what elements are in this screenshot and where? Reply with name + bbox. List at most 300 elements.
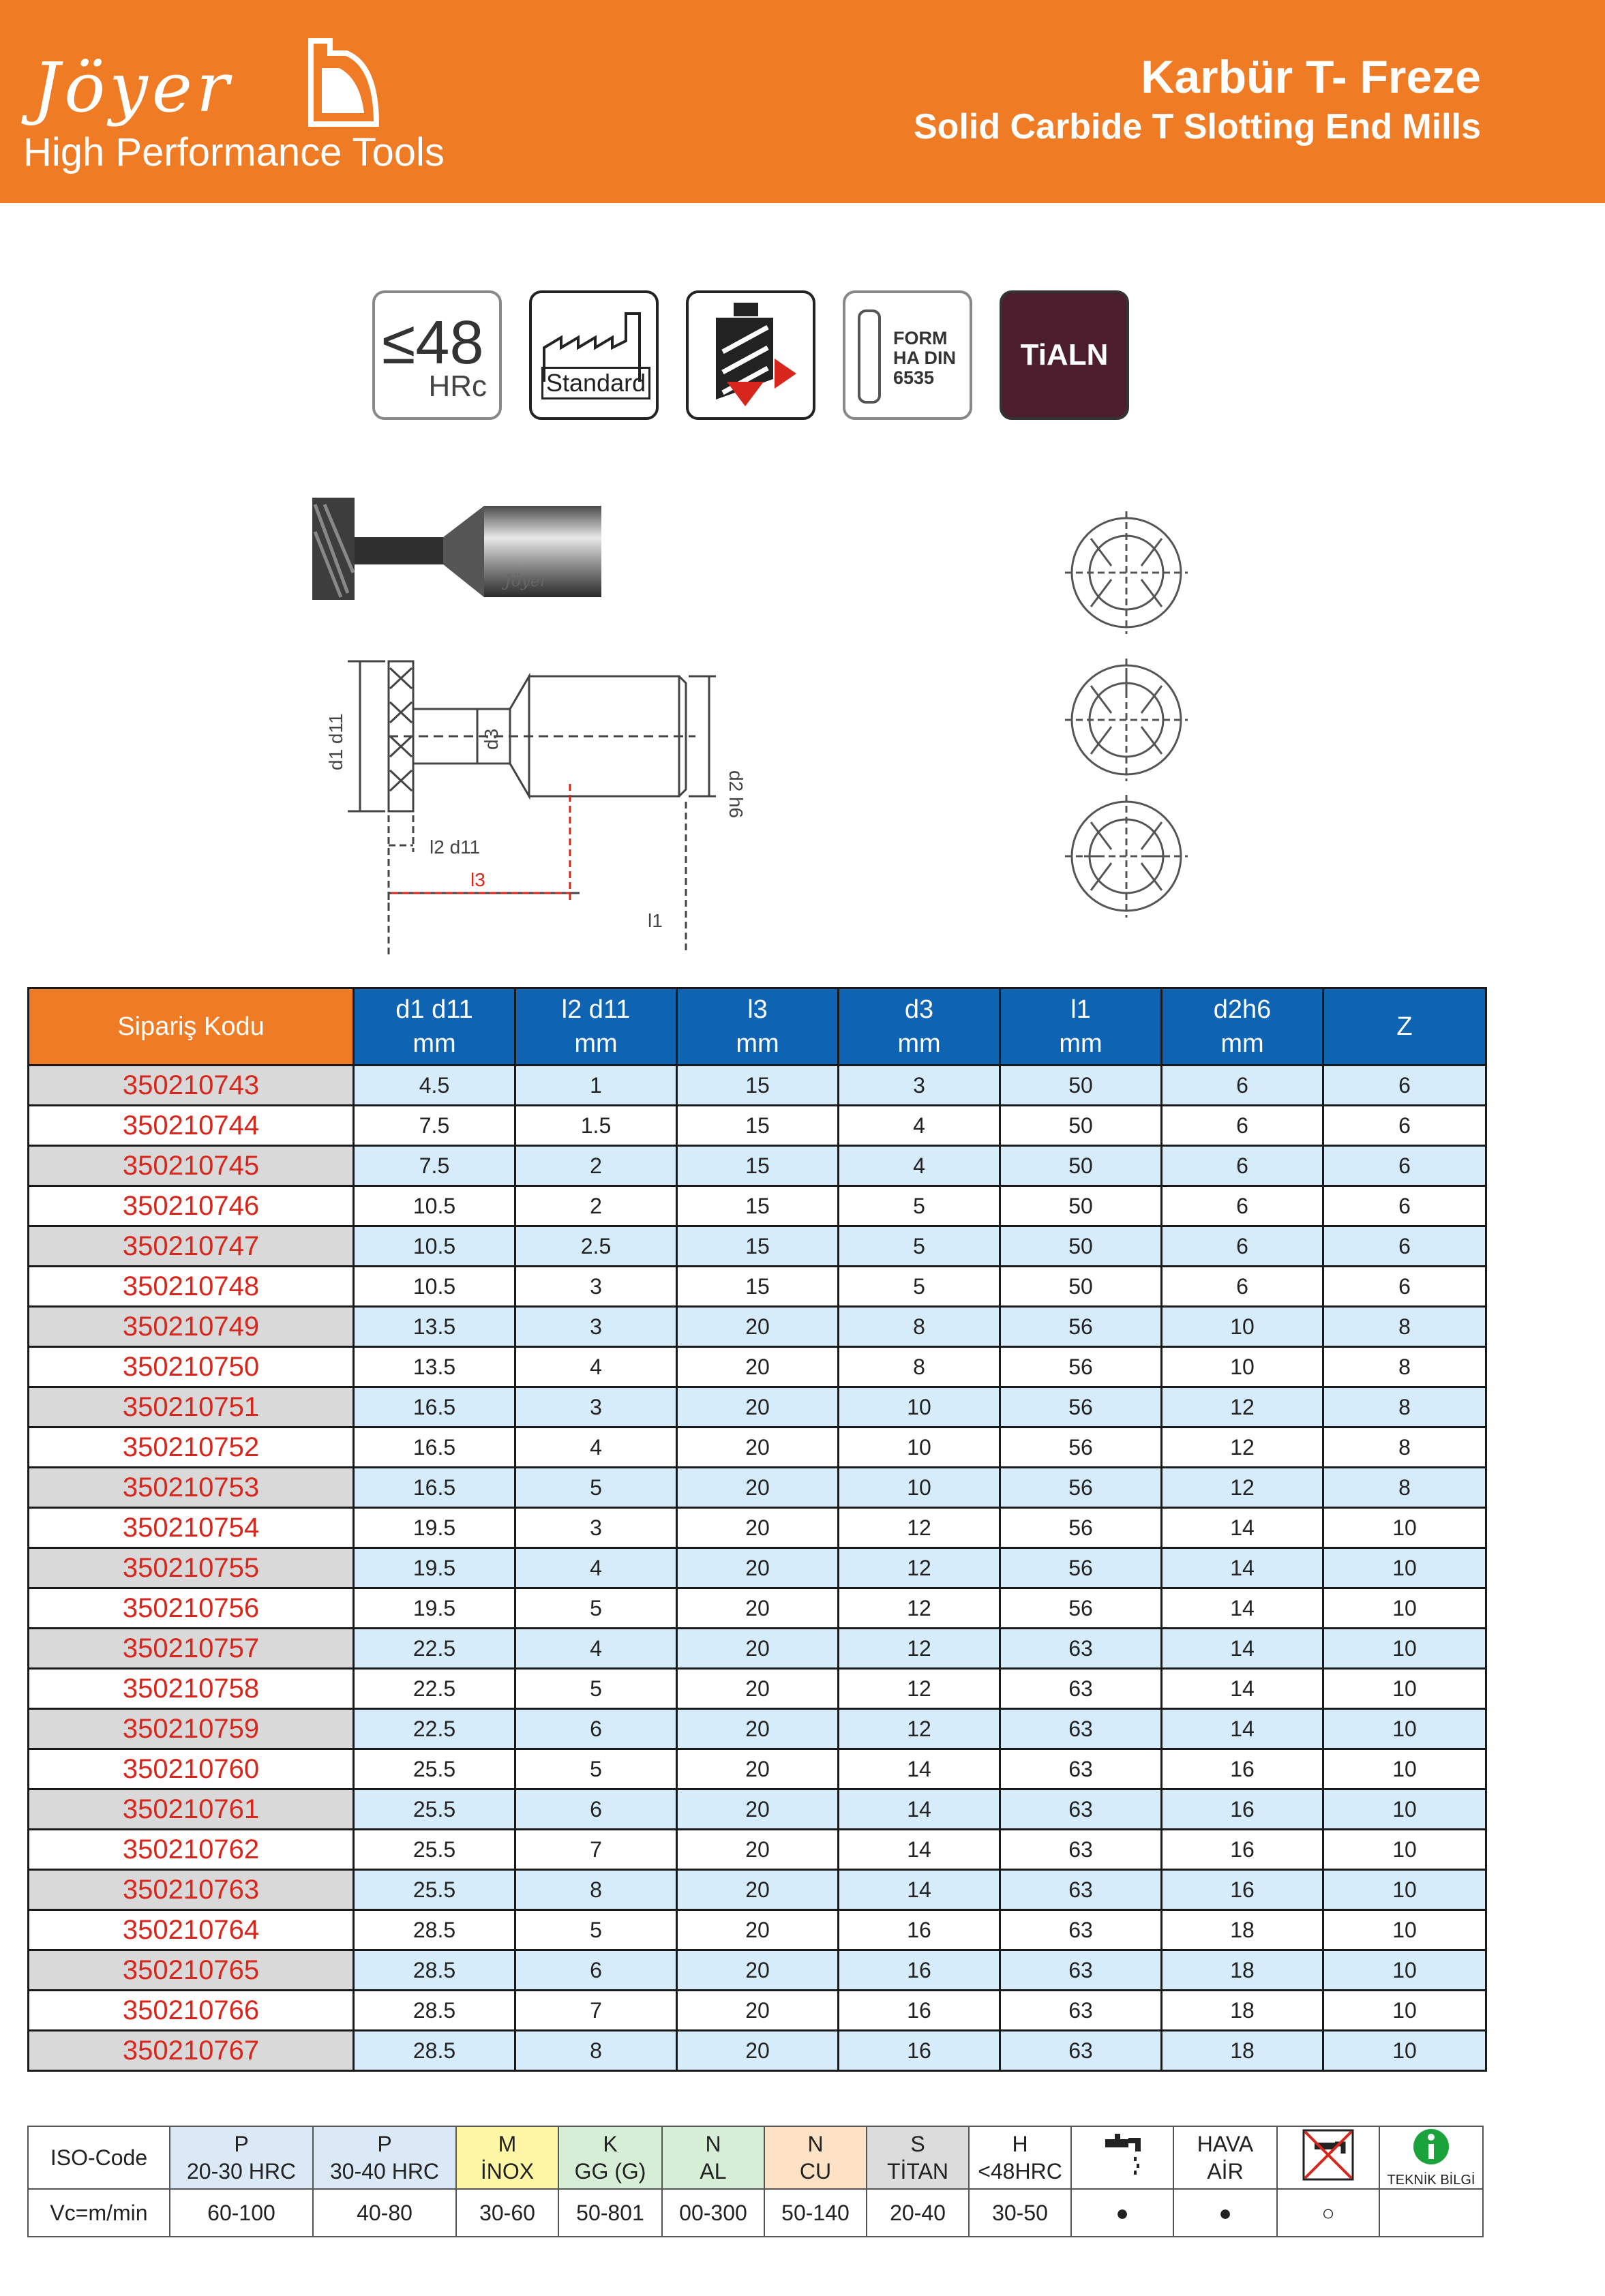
- coolant-cell: [1071, 2126, 1173, 2189]
- value-cell: 5: [839, 1267, 1000, 1307]
- value-cell: 5: [515, 1910, 677, 1950]
- value-cell: 8: [1323, 1307, 1486, 1347]
- iso-letter: H: [1012, 2132, 1028, 2156]
- value-cell: 50: [1000, 1066, 1162, 1106]
- table-row: [29, 2031, 1486, 2071]
- value-cell: 4: [839, 1106, 1000, 1146]
- value-cell: 18: [1162, 1910, 1323, 1950]
- order-code-cell: 350210744: [29, 1106, 354, 1146]
- order-code-cell: 350210749: [29, 1307, 354, 1347]
- iso-material-name: 30-40 HRC: [329, 2159, 440, 2184]
- value-cell: 20: [677, 1991, 839, 2031]
- table-row: [29, 1267, 1486, 1307]
- tool-photo: [312, 498, 601, 600]
- iso-material-5: [764, 2126, 867, 2189]
- value-cell: 63: [1000, 1749, 1162, 1789]
- order-code-cell: 350210757: [29, 1629, 354, 1669]
- order-code-cell: 350210755: [29, 1548, 354, 1588]
- value-cell: 20: [677, 1709, 839, 1749]
- header-banner: [0, 0, 1605, 203]
- value-cell: 6: [1323, 1146, 1486, 1186]
- value-cell: 6: [1323, 1106, 1486, 1146]
- value-cell: 16.5: [354, 1468, 515, 1508]
- value-cell: 15: [677, 1267, 839, 1307]
- value-cell: 5: [515, 1588, 677, 1629]
- value-cell: 4: [515, 1629, 677, 1669]
- order-code-cell: 350210767: [29, 2031, 354, 2071]
- value-cell: 16: [839, 1910, 1000, 1950]
- value-cell: 56: [1000, 1307, 1162, 1347]
- coating-badge: [1000, 290, 1129, 420]
- header-order-code: Sipariş Kodu: [29, 988, 354, 1066]
- value-cell: 10: [1323, 1991, 1486, 2031]
- dry-cell: [1277, 2126, 1379, 2189]
- iso-material-6: [867, 2126, 969, 2189]
- coating-label: TiALN: [1020, 338, 1109, 372]
- value-cell: 20: [677, 1789, 839, 1830]
- value-cell: 14: [1162, 1588, 1323, 1629]
- value-cell: 25.5: [354, 1789, 515, 1830]
- iso-letter: N: [705, 2132, 721, 2156]
- value-cell: 16: [1162, 1870, 1323, 1910]
- value-cell: 56: [1000, 1468, 1162, 1508]
- order-code-cell: 350210759: [29, 1709, 354, 1749]
- cutting-direction-badge: [686, 290, 815, 420]
- hardness-unit: HRc: [428, 369, 487, 403]
- value-cell: 6: [1162, 1186, 1323, 1226]
- value-cell: 20: [677, 1548, 839, 1588]
- value-cell: 50: [1000, 1186, 1162, 1226]
- technical-info-cell[interactable]: [1379, 2126, 1483, 2189]
- iso-material-0: [170, 2126, 313, 2189]
- vc-value: 20-40: [867, 2189, 969, 2237]
- vc-value: 30-50: [969, 2189, 1071, 2237]
- table-row: [29, 1307, 1486, 1347]
- table-row: [29, 1508, 1486, 1548]
- value-cell: 20: [677, 1669, 839, 1709]
- order-code-cell: 350210762: [29, 1830, 354, 1870]
- value-cell: 12: [839, 1709, 1000, 1749]
- value-cell: 56: [1000, 1588, 1162, 1629]
- value-cell: 5: [515, 1468, 677, 1508]
- value-cell: 5: [839, 1226, 1000, 1267]
- value-cell: 20: [677, 1347, 839, 1387]
- value-cell: 10: [1323, 1950, 1486, 1991]
- value-cell: 56: [1000, 1428, 1162, 1468]
- value-cell: 20: [677, 1588, 839, 1629]
- cross-sections: [1065, 511, 1188, 918]
- value-cell: 20: [677, 1749, 839, 1789]
- vc-value: 00-300: [662, 2189, 764, 2237]
- header-col-4: d3 mm: [839, 988, 1000, 1066]
- value-cell: 19.5: [354, 1588, 515, 1629]
- order-code-cell: 350210753: [29, 1468, 354, 1508]
- tool-drawing: [300, 464, 1255, 954]
- value-cell: 12: [839, 1548, 1000, 1588]
- value-cell: 10: [839, 1468, 1000, 1508]
- value-cell: 6: [1323, 1267, 1486, 1307]
- value-cell: 10.5: [354, 1226, 515, 1267]
- value-cell: 22.5: [354, 1669, 515, 1709]
- iso-letter: P: [234, 2132, 249, 2156]
- value-cell: 6: [515, 1789, 677, 1830]
- order-code-cell: 350210751: [29, 1387, 354, 1428]
- page-subtitle: Solid Carbide T Slotting End Mills: [914, 107, 1481, 147]
- value-cell: 56: [1000, 1387, 1162, 1428]
- value-cell: 50: [1000, 1106, 1162, 1146]
- air-label-1: HAVA: [1197, 2132, 1254, 2156]
- header-col-5: l1 mm: [1000, 988, 1162, 1066]
- brand-logo-icon: [305, 38, 380, 127]
- value-cell: 10: [1323, 1749, 1486, 1789]
- value-cell: 10: [1323, 2031, 1486, 2071]
- coolant-value: ●: [1071, 2189, 1173, 2237]
- value-cell: 10.5: [354, 1267, 515, 1307]
- table-row: [29, 1830, 1486, 1870]
- value-cell: 7: [515, 1830, 677, 1870]
- order-code-cell: 350210760: [29, 1749, 354, 1789]
- value-cell: 56: [1000, 1347, 1162, 1387]
- value-cell: 20: [677, 1830, 839, 1870]
- value-cell: 5: [515, 1749, 677, 1789]
- hardness-badge: [372, 290, 502, 420]
- value-cell: 8: [1323, 1468, 1486, 1508]
- value-cell: 14: [1162, 1548, 1323, 1588]
- value-cell: 25.5: [354, 1830, 515, 1870]
- value-cell: 12: [839, 1629, 1000, 1669]
- value-cell: 28.5: [354, 1950, 515, 1991]
- value-cell: 14: [839, 1830, 1000, 1870]
- value-cell: 6: [1162, 1226, 1323, 1267]
- dim-d2: d2 h6: [725, 770, 747, 819]
- value-cell: 1: [515, 1066, 677, 1106]
- iso-letter: P: [377, 2132, 392, 2156]
- dim-d1: d1 d11: [325, 713, 346, 770]
- dim-l1: l1: [648, 910, 663, 931]
- value-cell: 20: [677, 1307, 839, 1347]
- value-cell: 10: [1162, 1347, 1323, 1387]
- value-cell: 1.5: [515, 1106, 677, 1146]
- value-cell: 12: [839, 1508, 1000, 1548]
- info-icon[interactable]: [1412, 2128, 1450, 2166]
- table-row: [29, 1991, 1486, 2031]
- value-cell: 4.5: [354, 1066, 515, 1106]
- table-row: [29, 1146, 1486, 1186]
- value-cell: 10: [1323, 1910, 1486, 1950]
- value-cell: 3: [515, 1307, 677, 1347]
- value-cell: 19.5: [354, 1548, 515, 1588]
- value-cell: 16: [1162, 1749, 1323, 1789]
- value-cell: 8: [515, 2031, 677, 2071]
- value-cell: 63: [1000, 1669, 1162, 1709]
- value-cell: 8: [839, 1307, 1000, 1347]
- table-row: [29, 1186, 1486, 1226]
- value-cell: 6: [1323, 1226, 1486, 1267]
- order-code-cell: 350210765: [29, 1950, 354, 1991]
- value-cell: 12: [1162, 1387, 1323, 1428]
- value-cell: 56: [1000, 1548, 1162, 1588]
- value-cell: 7: [515, 1991, 677, 2031]
- value-cell: 10.5: [354, 1186, 515, 1226]
- table-header-row: [29, 988, 1486, 1066]
- order-code-cell: 350210743: [29, 1066, 354, 1106]
- value-cell: 10: [1323, 1669, 1486, 1709]
- table-row: [29, 1588, 1486, 1629]
- value-cell: 6: [515, 1950, 677, 1991]
- header-col-2: l2 d11 mm: [515, 988, 677, 1066]
- iso-letter: M: [498, 2132, 517, 2156]
- value-cell: 6: [1162, 1066, 1323, 1106]
- table-row: [29, 1749, 1486, 1789]
- value-cell: 8: [839, 1347, 1000, 1387]
- value-cell: 25.5: [354, 1749, 515, 1789]
- value-cell: 20: [677, 1508, 839, 1548]
- table-row: [29, 1910, 1486, 1950]
- table-row: [29, 1226, 1486, 1267]
- value-cell: 10: [1323, 1789, 1486, 1830]
- iso-material-name: İNOX: [480, 2159, 535, 2184]
- standard-label: Standard: [541, 367, 650, 399]
- vc-value: 40-80: [313, 2189, 456, 2237]
- vc-value: 30-60: [456, 2189, 558, 2237]
- table-row: [29, 1950, 1486, 1991]
- table-row: [29, 1870, 1486, 1910]
- feature-badges: [372, 290, 1129, 420]
- info-empty: [1379, 2189, 1483, 2237]
- form-standard-text: FORM HA DIN 6535: [893, 328, 956, 388]
- value-cell: 2: [515, 1186, 677, 1226]
- table-row: [29, 1629, 1486, 1669]
- value-cell: 16.5: [354, 1387, 515, 1428]
- order-code-cell: 350210766: [29, 1991, 354, 2031]
- value-cell: 28.5: [354, 1910, 515, 1950]
- page-title: Karbür T- Freze: [1141, 51, 1481, 103]
- value-cell: 50: [1000, 1267, 1162, 1307]
- value-cell: 6: [1323, 1066, 1486, 1106]
- right-hand-cut-icon: [693, 297, 809, 413]
- dim-d3: d3: [481, 728, 502, 750]
- value-cell: 6: [1162, 1106, 1323, 1146]
- value-cell: 18: [1162, 1950, 1323, 1991]
- order-code-cell: 350210763: [29, 1870, 354, 1910]
- value-cell: 10: [1323, 1588, 1486, 1629]
- value-cell: 16.5: [354, 1428, 515, 1468]
- air-cell: [1173, 2126, 1277, 2189]
- value-cell: 14: [1162, 1629, 1323, 1669]
- value-cell: 28.5: [354, 2031, 515, 2071]
- iso-material-name: 20-30 HRC: [186, 2159, 297, 2184]
- brand-tagline: High Performance Tools: [23, 130, 445, 175]
- value-cell: 5: [839, 1186, 1000, 1226]
- value-cell: 63: [1000, 1950, 1162, 1991]
- shank-brand-text: Jöyer: [505, 571, 548, 590]
- iso-material-name: CU: [799, 2159, 832, 2184]
- value-cell: 22.5: [354, 1629, 515, 1669]
- value-cell: 2.5: [515, 1226, 677, 1267]
- table-row: [29, 1428, 1486, 1468]
- iso-letter: N: [807, 2132, 824, 2156]
- table-row: [29, 1669, 1486, 1709]
- product-table: [27, 987, 1487, 2072]
- iso-letter: K: [603, 2132, 618, 2156]
- header-col-1: d1 d11 mm: [354, 988, 515, 1066]
- value-cell: 20: [677, 1870, 839, 1910]
- technical-info-label: TEKNİK BİLGİ: [1387, 2172, 1475, 2188]
- iso-letter: S: [910, 2132, 925, 2156]
- vc-value: 50-140: [764, 2189, 867, 2237]
- value-cell: 8: [515, 1870, 677, 1910]
- iso-code-label: ISO-Code: [28, 2126, 170, 2189]
- value-cell: 10: [1162, 1307, 1323, 1347]
- value-cell: 6: [1162, 1267, 1323, 1307]
- value-cell: 20: [677, 1387, 839, 1428]
- value-cell: 20: [677, 2031, 839, 2071]
- value-cell: 63: [1000, 1870, 1162, 1910]
- value-cell: 3: [515, 1387, 677, 1428]
- air-value: ●: [1173, 2189, 1277, 2237]
- iso-material-1: [313, 2126, 456, 2189]
- value-cell: 10: [1323, 1629, 1486, 1669]
- order-code-cell: 350210756: [29, 1588, 354, 1629]
- standard-badge: [529, 290, 659, 420]
- value-cell: 16: [839, 1991, 1000, 2031]
- order-code-cell: 350210752: [29, 1428, 354, 1468]
- value-cell: 20: [677, 1629, 839, 1669]
- brand-logo-text: Jöyer: [33, 48, 233, 127]
- iso-material-name: GG (G): [574, 2159, 646, 2184]
- vc-value: 50-801: [558, 2189, 662, 2237]
- value-cell: 14: [1162, 1669, 1323, 1709]
- dim-l3: l3: [470, 869, 485, 890]
- value-cell: 14: [1162, 1709, 1323, 1749]
- table-row: [29, 1789, 1486, 1830]
- value-cell: 12: [1162, 1428, 1323, 1468]
- value-cell: 14: [1162, 1508, 1323, 1548]
- header-col-7: Z: [1323, 988, 1486, 1066]
- value-cell: 4: [515, 1347, 677, 1387]
- iso-code-row: [28, 2126, 1483, 2189]
- value-cell: 10: [1323, 1830, 1486, 1870]
- value-cell: 16: [1162, 1830, 1323, 1870]
- no-coolant-icon: [1301, 2128, 1355, 2182]
- table-row: [29, 1709, 1486, 1749]
- value-cell: 15: [677, 1186, 839, 1226]
- value-cell: 16: [839, 2031, 1000, 2071]
- value-cell: 10: [1323, 1508, 1486, 1548]
- vc-label: Vc=m/min: [28, 2189, 170, 2237]
- value-cell: 63: [1000, 1910, 1162, 1950]
- iso-material-name: <48HRC: [978, 2159, 1062, 2184]
- value-cell: 2: [515, 1146, 677, 1186]
- value-cell: 10: [839, 1428, 1000, 1468]
- value-cell: 16: [1162, 1789, 1323, 1830]
- order-code-cell: 350210746: [29, 1186, 354, 1226]
- value-cell: 20: [677, 1910, 839, 1950]
- value-cell: 16: [839, 1950, 1000, 1991]
- order-code-cell: 350210754: [29, 1508, 354, 1548]
- iso-cutting-table: [27, 2126, 1484, 2237]
- value-cell: 8: [1323, 1347, 1486, 1387]
- value-cell: 63: [1000, 1629, 1162, 1669]
- value-cell: 18: [1162, 1991, 1323, 2031]
- value-cell: 4: [839, 1146, 1000, 1186]
- value-cell: 28.5: [354, 1991, 515, 2031]
- value-cell: 8: [1323, 1428, 1486, 1468]
- value-cell: 13.5: [354, 1307, 515, 1347]
- value-cell: 3: [515, 1267, 677, 1307]
- air-label-2: AİR: [1207, 2159, 1244, 2184]
- table-row: [29, 1347, 1486, 1387]
- value-cell: 12: [839, 1669, 1000, 1709]
- iso-material-name: TİTAN: [886, 2159, 949, 2184]
- iso-material-3: [558, 2126, 662, 2189]
- value-cell: 15: [677, 1146, 839, 1186]
- header-col-3: l3 mm: [677, 988, 839, 1066]
- iso-material-2: [456, 2126, 558, 2189]
- value-cell: 4: [515, 1548, 677, 1588]
- table-row: [29, 1106, 1486, 1146]
- shank-form-icon: [854, 305, 888, 408]
- order-code-cell: 350210745: [29, 1146, 354, 1186]
- value-cell: 10: [1323, 1870, 1486, 1910]
- coolant-tap-icon: [1098, 2131, 1146, 2179]
- value-cell: 63: [1000, 1789, 1162, 1830]
- value-cell: 14: [839, 1870, 1000, 1910]
- table-row: [29, 1468, 1486, 1508]
- value-cell: 10: [839, 1387, 1000, 1428]
- order-code-cell: 350210758: [29, 1669, 354, 1709]
- value-cell: 56: [1000, 1508, 1162, 1548]
- value-cell: 15: [677, 1106, 839, 1146]
- value-cell: 6: [1162, 1146, 1323, 1186]
- vc-value: 60-100: [170, 2189, 313, 2237]
- value-cell: 7.5: [354, 1146, 515, 1186]
- header-col-6: d2h6 mm: [1162, 988, 1323, 1066]
- value-cell: 6: [1323, 1186, 1486, 1226]
- value-cell: 19.5: [354, 1508, 515, 1548]
- iso-material-4: [662, 2126, 764, 2189]
- value-cell: 15: [677, 1066, 839, 1106]
- order-code-cell: 350210761: [29, 1789, 354, 1830]
- value-cell: 20: [677, 1950, 839, 1991]
- dim-l2: l2 d11: [430, 836, 481, 858]
- value-cell: 63: [1000, 2031, 1162, 2071]
- value-cell: 18: [1162, 2031, 1323, 2071]
- value-cell: 25.5: [354, 1870, 515, 1910]
- value-cell: 50: [1000, 1146, 1162, 1186]
- value-cell: 63: [1000, 1830, 1162, 1870]
- value-cell: 8: [1323, 1387, 1486, 1428]
- value-cell: 5: [515, 1669, 677, 1709]
- table-row: [29, 1387, 1486, 1428]
- iso-material-7: [969, 2126, 1071, 2189]
- value-cell: 4: [515, 1428, 677, 1468]
- value-cell: 10: [1323, 1709, 1486, 1749]
- hardness-value: ≤48: [382, 309, 484, 377]
- order-code-cell: 350210764: [29, 1910, 354, 1950]
- value-cell: 6: [515, 1709, 677, 1749]
- value-cell: 63: [1000, 1709, 1162, 1749]
- form-standard-badge: [843, 290, 972, 420]
- value-cell: 7.5: [354, 1106, 515, 1146]
- value-cell: 50: [1000, 1226, 1162, 1267]
- order-code-cell: 350210750: [29, 1347, 354, 1387]
- value-cell: 14: [839, 1749, 1000, 1789]
- order-code-cell: 350210747: [29, 1226, 354, 1267]
- value-cell: 12: [839, 1588, 1000, 1629]
- value-cell: 10: [1323, 1548, 1486, 1588]
- value-cell: 63: [1000, 1991, 1162, 2031]
